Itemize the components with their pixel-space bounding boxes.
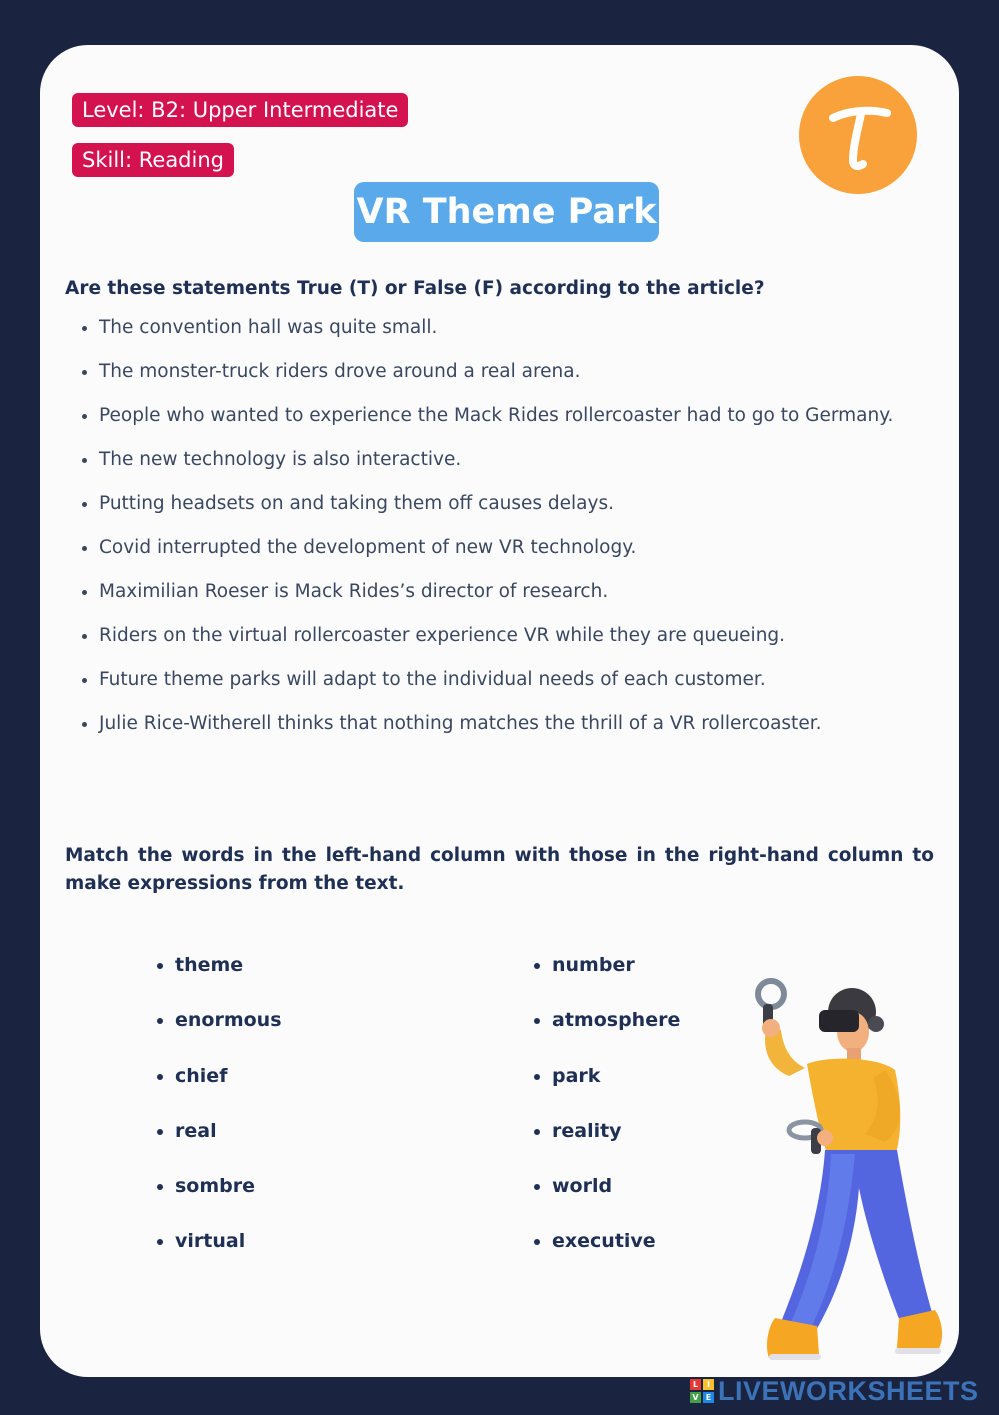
- right-word: • park: [552, 1049, 752, 1104]
- list-item: • The new technology is also interactive.: [99, 438, 959, 482]
- list-item: • Julie Rice-Witherell thinks that nothing matches the thrill of a VR rollercoaster.: [99, 702, 959, 746]
- page-title: VR Theme Park: [354, 182, 659, 242]
- true-false-instruction: Are these statements True (T) or False (F) according to the article?: [65, 278, 765, 299]
- matching-instruction: Match the words in the left-hand column with those in the right-hand column to make expressions from the text.: [65, 845, 934, 894]
- list-item: • Covid interrupted the development of new VR technology.: [99, 526, 959, 570]
- left-word: • theme: [175, 938, 435, 993]
- list-item: • The monster-truck riders drove around a real arena.: [99, 350, 959, 394]
- left-word-column: [155, 938, 435, 1270]
- liveworksheets-watermark: [690, 1376, 979, 1406]
- left-word: • sombre: [175, 1159, 435, 1214]
- logo-t-icon: [799, 76, 917, 194]
- left-word: • real: [175, 1104, 435, 1159]
- liveworksheets-logo-icon: L I V E: [690, 1379, 714, 1403]
- list-item: • People who wanted to experience the Mack Rides rollercoaster had to go to Germany.: [99, 394, 959, 438]
- statements-list: [65, 306, 959, 746]
- list-item: • The convention hall was quite small.: [99, 306, 959, 350]
- left-word: • chief: [175, 1049, 435, 1104]
- right-word: • number: [552, 938, 752, 993]
- right-word: • executive: [552, 1214, 752, 1269]
- vr-person-illustration: [745, 978, 945, 1370]
- left-word: • enormous: [175, 993, 435, 1048]
- level-tag: Level: B2: Upper Intermediate: [72, 93, 408, 127]
- skill-tag: Skill: Reading: [72, 143, 234, 177]
- list-item: • Future theme parks will adapt to the individual needs of each customer.: [99, 658, 959, 702]
- list-item: • Riders on the virtual rollercoaster experience VR while they are queueing.: [99, 614, 959, 658]
- list-item: • Maximilian Roeser is Mack Rides’s director of research.: [99, 570, 959, 614]
- list-item: • Putting headsets on and taking them off causes delays.: [99, 482, 959, 526]
- right-word-column: [532, 938, 752, 1270]
- left-word: • virtual: [175, 1214, 435, 1269]
- watermark-text: LIVEWORKSHEETS: [718, 1375, 979, 1406]
- right-word: • atmosphere: [552, 993, 752, 1048]
- right-word: • world: [552, 1159, 752, 1214]
- right-word: • reality: [552, 1104, 752, 1159]
